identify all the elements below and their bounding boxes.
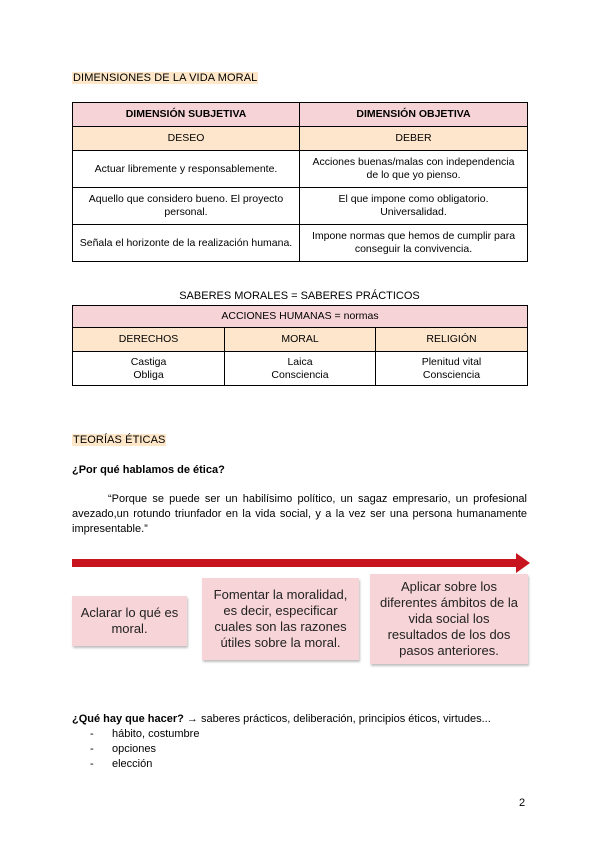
process-box-2: Fomentar la moralidad, es decir, especificar cuales son las razones útiles sobre la moral. bbox=[202, 578, 359, 660]
subheader-deber: DEBER bbox=[300, 127, 528, 151]
what-answer: → saberes prácticos, deliberación, principios éticos, virtudes... bbox=[183, 713, 491, 725]
what-list bbox=[90, 727, 199, 772]
header-objetiva: DIMENSIÓN OBJETIVA bbox=[300, 103, 528, 127]
table-cell: Impone normas que hemos de cumplir para conseguir la convivencia. bbox=[300, 225, 528, 262]
table-cell: Laica Consciencia bbox=[225, 352, 376, 386]
column-religion: RELIGIÓN bbox=[376, 328, 528, 352]
process-box-1: Aclarar lo qué es moral. bbox=[72, 596, 187, 646]
page-number: 2 bbox=[519, 797, 526, 809]
header-subjetiva: DIMENSIÓN SUBJETIVA bbox=[73, 103, 300, 127]
table-cell: El que impone como obligatorio. Universalidad. bbox=[300, 188, 528, 225]
table-cell: Acciones buenas/malas con independencia de lo que yo pienso. bbox=[300, 151, 528, 188]
table-cell: Señala el horizonte de la realización humana. bbox=[73, 225, 300, 262]
column-derechos: DERECHOS bbox=[73, 328, 225, 352]
list-item: - opciones bbox=[90, 742, 199, 757]
saberes-table bbox=[72, 305, 528, 386]
what-question: ¿Qué hay que hacer? bbox=[72, 713, 184, 725]
ethics-quote: “Porque se puede ser un habilísimo político, un sagaz empresario, un profesional avezado,un rotundo triunfador en la vida social, y a la vez ser una persona humanamente impresentable.” bbox=[72, 493, 527, 535]
list-item: - elección bbox=[90, 757, 199, 772]
what-line bbox=[72, 713, 491, 725]
arrow-right-icon bbox=[72, 552, 530, 574]
why-question: ¿Por qué hablamos de ética? bbox=[72, 464, 225, 476]
table-cell: Aquello que considero bueno. El proyecto personal. bbox=[73, 188, 300, 225]
subheader-deseo: DESEO bbox=[73, 127, 300, 151]
table-cell: Castiga Obliga bbox=[73, 352, 225, 386]
saberes-caption: SABERES MORALES = SABERES PRÁCTICOS bbox=[179, 290, 420, 302]
process-box-3: Aplicar sobre los diferentes ámbitos de la vida social los resultados de los dos pasos anteriores. bbox=[370, 574, 528, 664]
column-moral: MORAL bbox=[225, 328, 376, 352]
acciones-header: ACCIONES HUMANAS = normas bbox=[73, 306, 528, 328]
dimensions-table bbox=[72, 102, 528, 262]
section-title-dimensiones: DIMENSIONES DE LA VIDA MORAL bbox=[73, 72, 258, 84]
section-title-teorias: TEORÍAS ÉTICAS bbox=[73, 434, 166, 446]
table-cell: Actuar libremente y responsablemente. bbox=[73, 151, 300, 188]
table-cell: Plenitud vital Consciencia bbox=[376, 352, 528, 386]
list-item: - hábito, costumbre bbox=[90, 727, 199, 742]
